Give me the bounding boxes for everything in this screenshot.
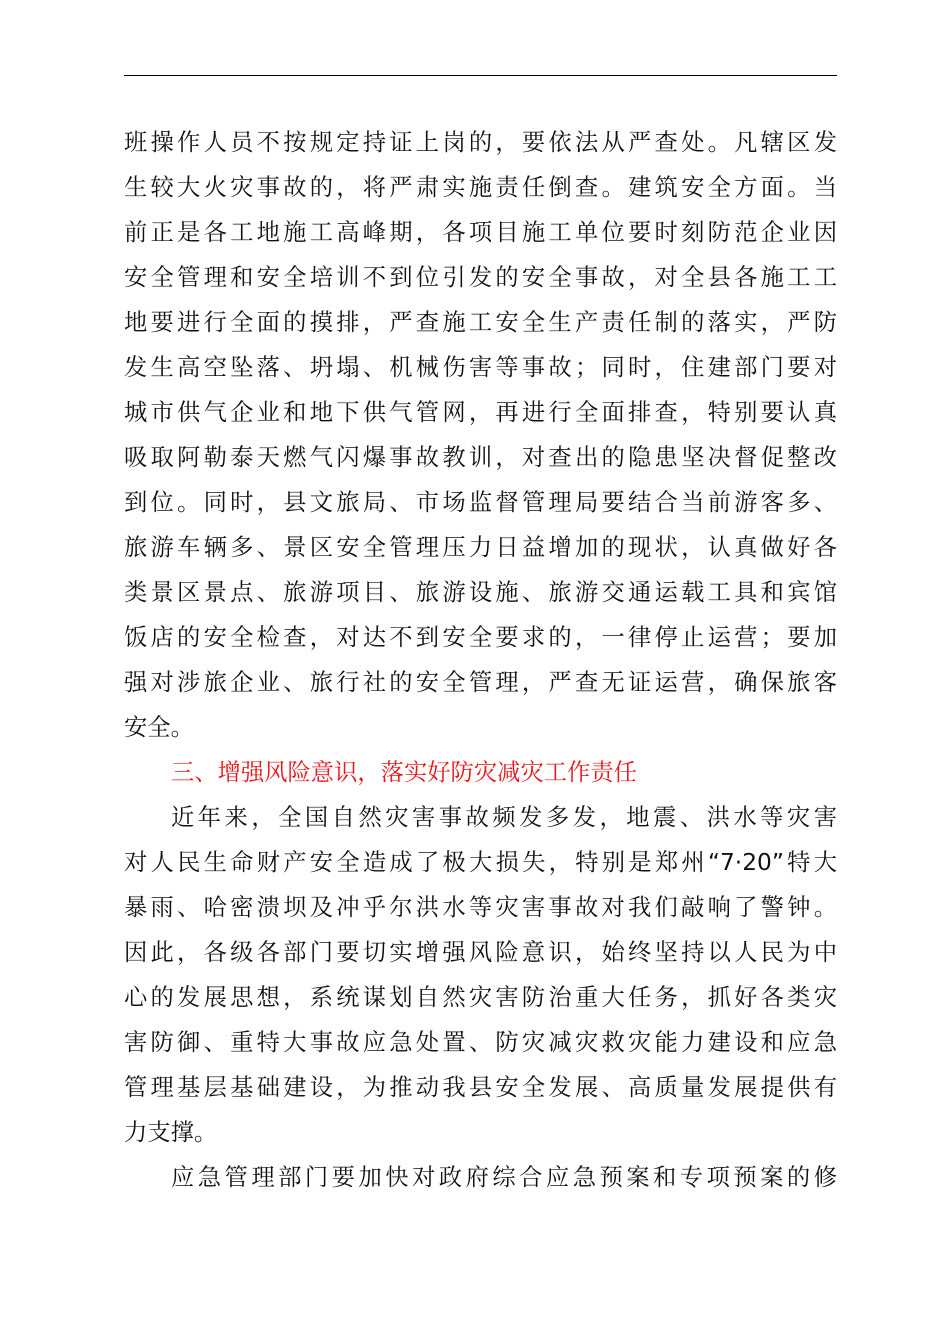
paragraph-line: 生较大火灾事故的，将严肃实施责任倒查。建筑安全方面。当	[124, 174, 837, 201]
paragraph-line: 暴雨、哈密溃坝及冲乎尔洪水等灾害事故对我们敲响了警钟。	[124, 894, 837, 921]
paragraph-line: 近年来，全国自然灾害事故频发多发，地震、洪水等灾害	[171, 804, 837, 831]
paragraph-line: 饭店的安全检查，对达不到安全要求的，一律停止运营；要加	[124, 624, 837, 651]
paragraph-line: 班操作人员不按规定持证上岗的，要依法从严查处。凡辖区发	[124, 129, 837, 156]
document-body	[124, 120, 837, 1200]
paragraph-line: 安全。	[124, 714, 194, 741]
paragraph-line: 对人民生命财产安全造成了极大损失，特别是郑州“7·20”特大	[124, 849, 837, 876]
continued-paragraph	[124, 120, 837, 750]
paragraph-three	[124, 1155, 837, 1200]
paragraph-line: 安全管理和安全培训不到位引发的安全事故，对全县各施工工	[124, 264, 837, 291]
paragraph-line: 城市供气企业和地下供气管网，再进行全面排查，特别要认真	[124, 399, 837, 426]
paragraph-line: 力支撑。	[124, 1119, 218, 1146]
paragraph-line: 应急管理部门要加快对政府综合应急预案和专项预案的修	[171, 1164, 837, 1191]
paragraph-line: 害防御、重特大事故应急处置、防灾减灾救灾能力建设和应急	[124, 1029, 837, 1056]
paragraph-line: 心的发展思想，系统谋划自然灾害防治重大任务，抓好各类灾	[124, 984, 837, 1011]
paragraph-line: 到位。同时，县文旅局、市场监督管理局要结合当前游客多、	[124, 489, 837, 516]
paragraph-line: 因此，各级各部门要切实增强风险意识，始终坚持以人民为中	[124, 939, 837, 966]
header-rule	[124, 75, 837, 76]
paragraph-line: 旅游车辆多、景区安全管理压力日益增加的现状，认真做好各	[124, 534, 837, 561]
section-heading: 三、增强风险意识，落实好防灾减灾工作责任	[171, 759, 637, 786]
paragraph-line: 强对涉旅企业、旅行社的安全管理，严查无证运营，确保旅客	[124, 669, 837, 696]
paragraph-line: 类景区景点、旅游项目、旅游设施、旅游交通运载工具和宾馆	[124, 579, 837, 606]
paragraph-line: 吸取阿勒泰天燃气闪爆事故教训，对查出的隐患坚决督促整改	[124, 444, 837, 471]
paragraph-two	[124, 795, 837, 1155]
paragraph-line: 前正是各工地施工高峰期，各项目施工单位要时刻防范企业因	[124, 219, 837, 246]
paragraph-line: 发生高空坠落、坍塌、机械伤害等事故；同时，住建部门要对	[124, 354, 837, 381]
paragraph-line: 地要进行全面的摸排，严查施工安全生产责任制的落实，严防	[124, 309, 837, 336]
paragraph-line: 管理基层基础建设，为推动我县安全发展、高质量发展提供有	[124, 1074, 837, 1101]
